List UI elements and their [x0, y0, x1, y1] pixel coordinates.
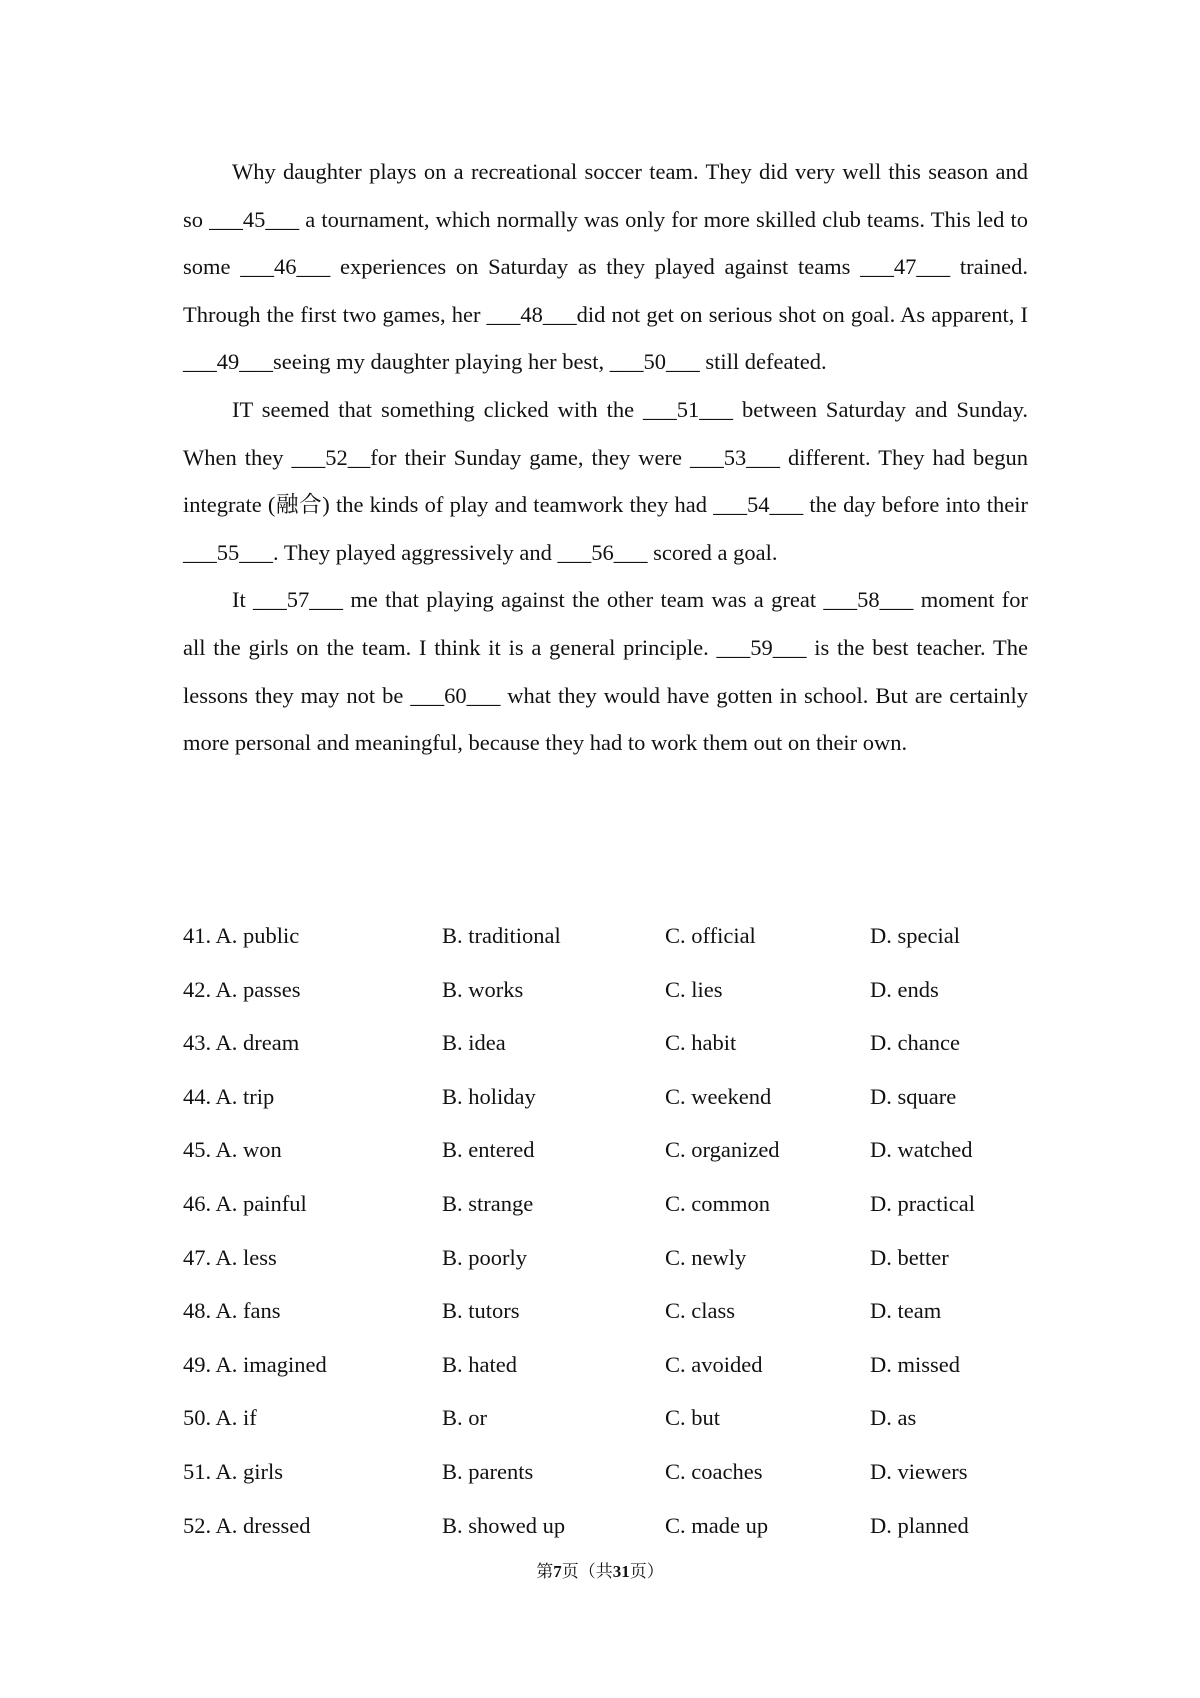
passage-paragraph: Why daughter plays on a recreational soccer team. They did very well this season and so ___45___ a tournament, which normally was only for more skilled club teams. This led to some ___46___ experiences on Saturday as they played against teams ___47___ trained. Through the first two games, her ___48___did not get on serious shot on goal. As apparent, I ___49___seeing my daughter playing her best, ___50___ still defeated.	[183, 159, 1028, 375]
option-d: D. as	[870, 1405, 917, 1431]
footer-total-pages: 31	[612, 1562, 630, 1581]
option-b: B. showed up	[442, 1512, 566, 1538]
option-b: B. holiday	[442, 1083, 536, 1109]
option-b: B. strange	[442, 1190, 534, 1216]
question-row-44	[183, 1070, 1028, 1124]
option-c: C. organized	[665, 1137, 780, 1163]
option-d: D. team	[870, 1298, 942, 1324]
option-d: D. planned	[870, 1512, 969, 1538]
option-c: C. but	[665, 1405, 721, 1431]
question-row-45	[183, 1123, 1028, 1177]
option-a: 43. A. dream	[183, 1030, 300, 1056]
option-a: 51. A. girls	[183, 1458, 284, 1484]
option-b: B. entered	[442, 1137, 535, 1163]
question-row-43	[183, 1016, 1028, 1070]
option-d: D. square	[870, 1083, 957, 1109]
option-d: D. ends	[870, 976, 939, 1002]
option-c: C. class	[665, 1298, 735, 1324]
option-a: 47. A. less	[183, 1244, 277, 1270]
option-b: B. or	[442, 1405, 487, 1431]
option-a: 45. A. won	[183, 1137, 282, 1163]
option-a: 48. A. fans	[183, 1298, 281, 1324]
option-d: D. viewers	[870, 1458, 968, 1484]
option-a: 46. A. painful	[183, 1190, 307, 1216]
page-footer	[0, 1560, 1200, 1584]
option-c: C. lies	[665, 976, 723, 1002]
option-b: B. tutors	[442, 1298, 520, 1324]
option-c: C. habit	[665, 1030, 737, 1056]
answer-options	[183, 909, 1028, 1552]
option-d: D. special	[870, 923, 960, 948]
option-c: C. official	[665, 923, 756, 948]
option-c: C. common	[665, 1190, 770, 1216]
option-a: 52. A. dressed	[183, 1512, 311, 1538]
question-row-41	[183, 909, 1028, 963]
option-a: 42. A. passes	[183, 976, 301, 1002]
option-c: C. coaches	[665, 1458, 763, 1484]
question-row-49	[183, 1338, 1028, 1392]
option-c: C. avoided	[665, 1351, 763, 1377]
question-row-48	[183, 1284, 1028, 1338]
question-row-50	[183, 1391, 1028, 1445]
option-b: B. hated	[442, 1351, 517, 1377]
option-b: B. idea	[442, 1030, 506, 1056]
option-b: B. traditional	[442, 923, 561, 948]
footer-prefix: 第	[536, 1562, 554, 1581]
option-b: B. parents	[442, 1458, 534, 1484]
footer-middle: 页（共	[561, 1562, 613, 1581]
footer-suffix: 页）	[629, 1562, 664, 1581]
question-row-47	[183, 1231, 1028, 1285]
passage-paragraph: It ___57___ me that playing against the other team was a great ___58___ moment for all the girls on the team. I think it is a general principle. ___59___ is the best teacher. The lessons they may not be ___60___ what they would have gotten in school. But are certainly more personal and meaningful, because they had to work them out on their own.	[183, 587, 1028, 756]
option-d: D. missed	[870, 1351, 960, 1377]
question-row-42	[183, 963, 1028, 1017]
option-d: D. practical	[870, 1190, 975, 1216]
option-a: 50. A. if	[183, 1405, 257, 1431]
option-a: 44. A. trip	[183, 1083, 275, 1109]
option-b: B. works	[442, 976, 524, 1002]
footer-page-number: 7	[553, 1562, 562, 1581]
option-c: C. made up	[665, 1512, 769, 1538]
option-c: C. newly	[665, 1244, 747, 1270]
question-row-51	[183, 1445, 1028, 1499]
passage-paragraph: IT seemed that something clicked with the ___51___ between Saturday and Sunday. When they ___52__for their Sunday game, they were ___53___ different. They had begun integrate (融合) the kinds of play and teamwork they had ___54___ the day before into their ___55___. They played aggressively and ___56___ scored a goal.	[183, 396, 1028, 565]
option-d: D. chance	[870, 1030, 960, 1056]
option-d: D. watched	[870, 1137, 973, 1163]
question-row-46	[183, 1177, 1028, 1231]
cloze-passage	[183, 148, 1028, 767]
option-c: C. weekend	[665, 1083, 772, 1109]
option-d: D. better	[870, 1244, 949, 1270]
option-b: B. poorly	[442, 1244, 528, 1270]
question-row-52	[183, 1499, 1028, 1553]
option-a: 49. A. imagined	[183, 1351, 327, 1377]
option-a: 41. A. public	[183, 923, 300, 948]
